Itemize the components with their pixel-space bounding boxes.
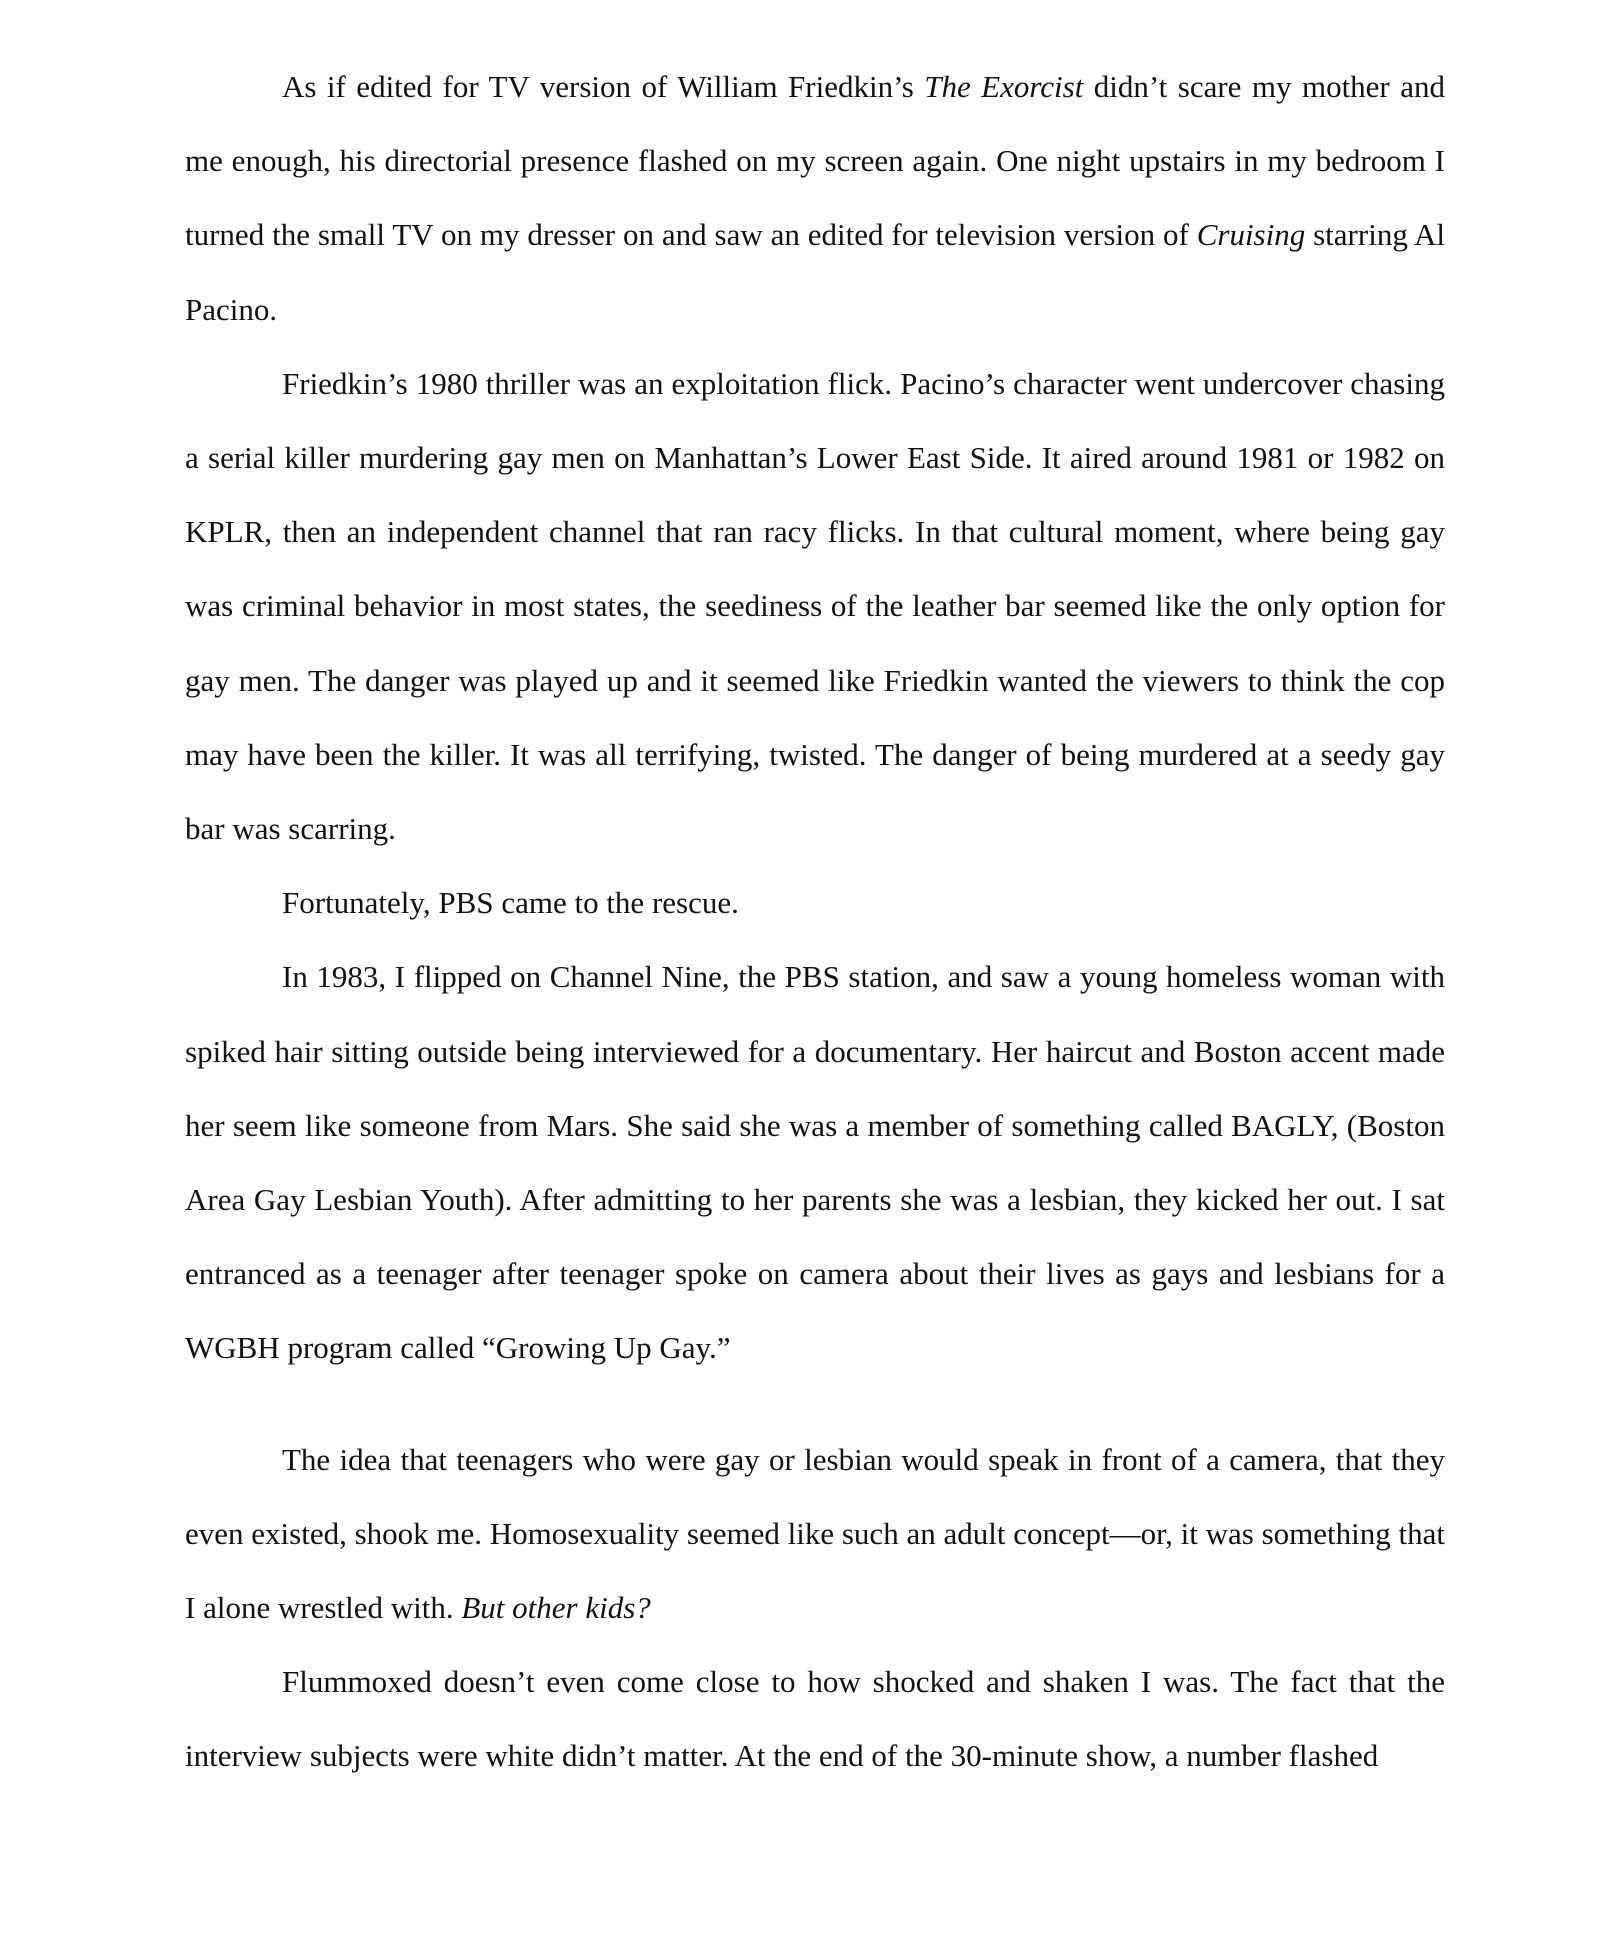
text-segment: The idea that teenagers who were gay or lesbian would speak in front of a camera, that they even existed, shook me. Homosexuality seemed like such an adult concept—or, it was something that I alone wrestled with. (185, 1441, 1445, 1626)
text-segment: Friedkin’s 1980 thriller was an exploitation flick. Pacino’s character went undercover chasing a serial killer murdering gay men on Manhattan’s Lower East Side. It aired around 1981 or 1982 on KPLR, then an independent channel that ran racy flicks. In that cultural moment, where being gay was criminal behavior in most states, the seediness of the leather bar seemed like the only option for gay men. The danger was played up and it seemed like Friedkin wanted the viewers to think the cop may have been the killer. It was all terrifying, twisted. The danger of being murdered at a seedy gay bar was scarring. (185, 365, 1445, 847)
paragraph-exorcist (185, 50, 1445, 347)
paragraph-teenagers-idea (185, 1423, 1445, 1646)
paragraph-friedkin-thriller (185, 347, 1445, 866)
film-title-the-exorcist: The Exorcist (924, 69, 1084, 104)
text-segment: starring Al Pacino. (185, 217, 1445, 327)
text-segment: As if edited for TV version of William Friedkin’s (282, 69, 925, 104)
text-segment: didn’t scare my mother and me enough, his directorial presence flashed on my screen again. One night upstairs in my bedroom I turned the small TV on my dresser on and saw an edited for television version of (185, 69, 1445, 253)
text-segment: Fortunately, PBS came to the rescue. (282, 885, 739, 921)
text-segment: Flummoxed doesn’t even come close to how shocked and shaken I was. The fact that the interview subjects were white didn’t matter. At the end of the 30-minute show, a number flashed (185, 1664, 1445, 1774)
emphasis-but-other-kids: But other kids? (461, 1590, 651, 1626)
paragraph-pbs-rescue (185, 866, 1445, 940)
document-page (185, 50, 1445, 1794)
paragraph-channel-nine (185, 940, 1445, 1385)
text-segment: In 1983, I flipped on Channel Nine, the PBS station, and saw a young homeless woman with spiked hair sitting outside being interviewed for a documentary. Her haircut and Boston accent made her seem like someone from Mars. She said she was a member of something called BAGLY, (Boston Area Gay Lesbian Youth). After admitting to her parents she was a lesbian, they kicked her out. I sat entranced as a teenager after teenager spoke on camera about their lives as gays and lesbians for a WGBH program called “Growing Up Gay.” (185, 959, 1445, 1366)
paragraph-flummoxed (185, 1645, 1445, 1793)
film-title-cruising: Cruising (1196, 217, 1306, 253)
